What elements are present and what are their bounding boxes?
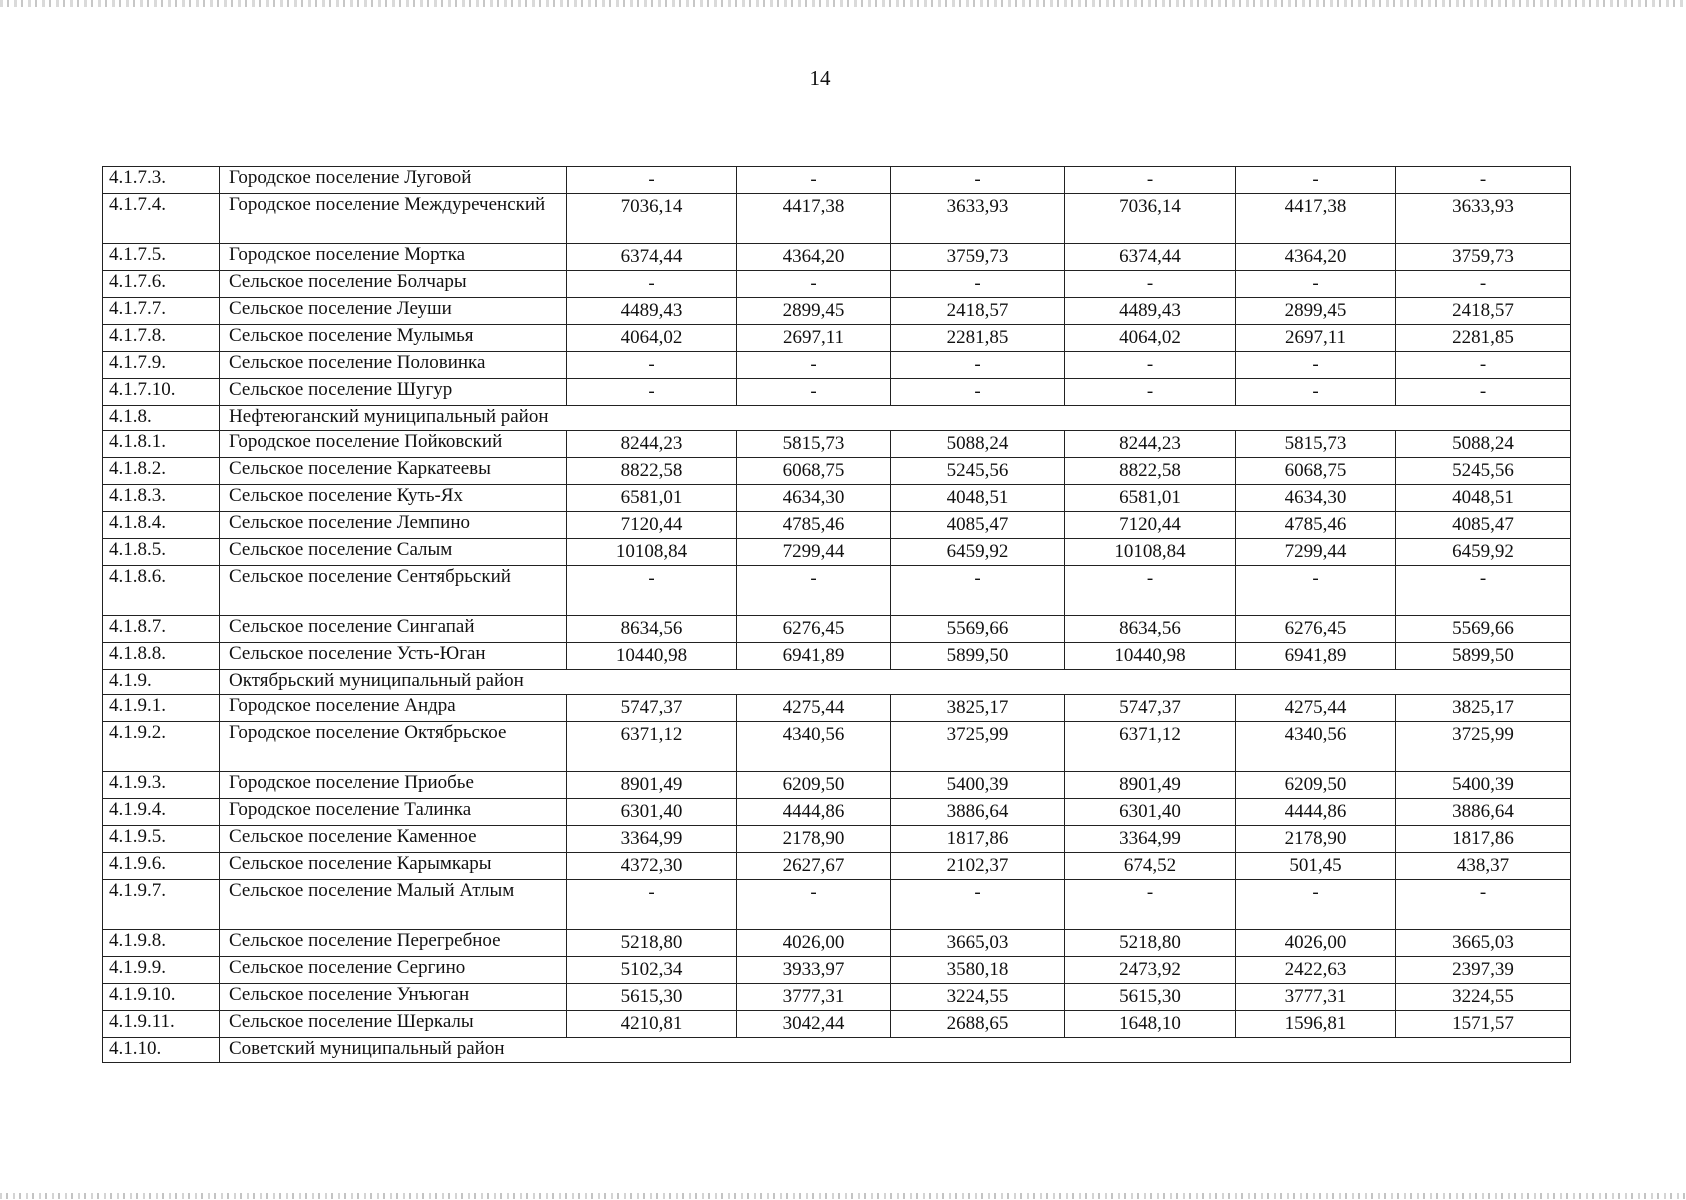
value-cell-1: 4210,81 <box>567 1011 737 1038</box>
value-cell-2: 4275,44 <box>737 695 891 722</box>
value-cell-4: 7120,44 <box>1065 512 1236 539</box>
value-cell-2: - <box>737 566 891 616</box>
row-code: 4.1.7.9. <box>103 352 220 379</box>
value-cell-6: 5899,50 <box>1396 643 1571 670</box>
value-cell-2: 6209,50 <box>737 772 891 799</box>
value-cell-6: 3633,93 <box>1396 194 1571 244</box>
value-cell-6: 3665,03 <box>1396 930 1571 957</box>
value-cell-6: 3224,55 <box>1396 984 1571 1011</box>
value-cell-4: 10440,98 <box>1065 643 1236 670</box>
settlement-name: Городское поселение Талинка <box>220 799 567 826</box>
value-cell-5: 4364,20 <box>1236 244 1396 271</box>
row-code: 4.1.8.3. <box>103 485 220 512</box>
table-row <box>103 271 1571 298</box>
value-cell-5: 501,45 <box>1236 853 1396 880</box>
table-row <box>103 485 1571 512</box>
value-cell-6: 3886,64 <box>1396 799 1571 826</box>
value-cell-6: - <box>1396 352 1571 379</box>
value-cell-4: 6371,12 <box>1065 722 1236 772</box>
value-cell-6: 4048,51 <box>1396 485 1571 512</box>
value-cell-6: 4085,47 <box>1396 512 1571 539</box>
value-cell-5: - <box>1236 566 1396 616</box>
table-row <box>103 352 1571 379</box>
row-code: 4.1.9.6. <box>103 853 220 880</box>
value-cell-2: 4026,00 <box>737 930 891 957</box>
row-code: 4.1.8.5. <box>103 539 220 566</box>
value-cell-5: 2697,11 <box>1236 325 1396 352</box>
value-cell-1: - <box>567 880 737 930</box>
value-cell-6: 5569,66 <box>1396 616 1571 643</box>
value-cell-4: 5615,30 <box>1065 984 1236 1011</box>
value-cell-4: - <box>1065 352 1236 379</box>
value-cell-4: - <box>1065 379 1236 406</box>
value-cell-2: - <box>737 379 891 406</box>
value-cell-4: 8634,56 <box>1065 616 1236 643</box>
settlement-name: Сельское поселение Мулымья <box>220 325 567 352</box>
section-row <box>103 670 1571 695</box>
scan-edge-bottom <box>0 1193 1686 1199</box>
value-cell-1: 8822,58 <box>567 458 737 485</box>
settlement-name: Сельское поселение Каркатеевы <box>220 458 567 485</box>
value-cell-1: 7036,14 <box>567 194 737 244</box>
value-cell-6: 3825,17 <box>1396 695 1571 722</box>
value-cell-2: 3777,31 <box>737 984 891 1011</box>
value-cell-3: 6459,92 <box>891 539 1065 566</box>
settlement-name: Сельское поселение Леуши <box>220 298 567 325</box>
value-cell-5: 6068,75 <box>1236 458 1396 485</box>
value-cell-3: 3580,18 <box>891 957 1065 984</box>
settlement-name: Сельское поселение Сингапай <box>220 616 567 643</box>
value-cell-5: 7299,44 <box>1236 539 1396 566</box>
value-cell-3: - <box>891 167 1065 194</box>
row-code: 4.1.8. <box>103 406 220 431</box>
table-row <box>103 957 1571 984</box>
value-cell-5: 1596,81 <box>1236 1011 1396 1038</box>
settlement-name: Городское поселение Пойковский <box>220 431 567 458</box>
settlement-name: Сельское поселение Половинка <box>220 352 567 379</box>
value-cell-3: - <box>891 352 1065 379</box>
value-cell-4: 5218,80 <box>1065 930 1236 957</box>
table-row <box>103 772 1571 799</box>
value-cell-6: 5245,56 <box>1396 458 1571 485</box>
table-row <box>103 244 1571 271</box>
row-code: 4.1.9.2. <box>103 722 220 772</box>
value-cell-1: - <box>567 167 737 194</box>
table-row <box>103 643 1571 670</box>
value-cell-1: 6581,01 <box>567 485 737 512</box>
value-cell-3: 5245,56 <box>891 458 1065 485</box>
value-cell-4: - <box>1065 566 1236 616</box>
value-cell-3: 5899,50 <box>891 643 1065 670</box>
settlement-name: Сельское поселение Сергино <box>220 957 567 984</box>
value-cell-2: - <box>737 271 891 298</box>
settlement-name: Городское поселение Октябрьское <box>220 722 567 772</box>
value-cell-6: - <box>1396 566 1571 616</box>
row-code: 4.1.9.11. <box>103 1011 220 1038</box>
value-cell-4: 4489,43 <box>1065 298 1236 325</box>
value-cell-6: - <box>1396 880 1571 930</box>
value-cell-6: - <box>1396 271 1571 298</box>
value-cell-2: 2697,11 <box>737 325 891 352</box>
table-row <box>103 194 1571 244</box>
table-row <box>103 984 1571 1011</box>
value-cell-2: - <box>737 167 891 194</box>
row-code: 4.1.8.2. <box>103 458 220 485</box>
row-code: 4.1.7.4. <box>103 194 220 244</box>
value-cell-5: 2178,90 <box>1236 826 1396 853</box>
value-cell-3: 5569,66 <box>891 616 1065 643</box>
value-cell-3: 3224,55 <box>891 984 1065 1011</box>
row-code: 4.1.8.6. <box>103 566 220 616</box>
value-cell-4: 674,52 <box>1065 853 1236 880</box>
value-cell-4: 7036,14 <box>1065 194 1236 244</box>
row-code: 4.1.7.10. <box>103 379 220 406</box>
row-code: 4.1.7.8. <box>103 325 220 352</box>
value-cell-4: 3364,99 <box>1065 826 1236 853</box>
row-code: 4.1.9.5. <box>103 826 220 853</box>
row-code: 4.1.8.1. <box>103 431 220 458</box>
table-row <box>103 566 1571 616</box>
table-row <box>103 799 1571 826</box>
value-cell-4: 1648,10 <box>1065 1011 1236 1038</box>
table-row <box>103 826 1571 853</box>
value-cell-2: 6068,75 <box>737 458 891 485</box>
value-cell-4: - <box>1065 271 1236 298</box>
value-cell-3: 2688,65 <box>891 1011 1065 1038</box>
value-cell-5: 2899,45 <box>1236 298 1396 325</box>
row-code: 4.1.9. <box>103 670 220 695</box>
table-row <box>103 298 1571 325</box>
value-cell-6: 2397,39 <box>1396 957 1571 984</box>
value-cell-3: 5088,24 <box>891 431 1065 458</box>
value-cell-6: 2418,57 <box>1396 298 1571 325</box>
value-cell-2: - <box>737 880 891 930</box>
value-cell-2: 2899,45 <box>737 298 891 325</box>
section-title: Советский муниципальный район <box>220 1038 1571 1063</box>
value-cell-3: - <box>891 880 1065 930</box>
value-cell-6: 3725,99 <box>1396 722 1571 772</box>
value-cell-1: 6374,44 <box>567 244 737 271</box>
value-cell-1: 4064,02 <box>567 325 737 352</box>
value-cell-1: - <box>567 352 737 379</box>
row-code: 4.1.7.5. <box>103 244 220 271</box>
value-cell-2: 4634,30 <box>737 485 891 512</box>
value-cell-4: 8244,23 <box>1065 431 1236 458</box>
settlement-name: Сельское поселение Каменное <box>220 826 567 853</box>
value-cell-5: 6941,89 <box>1236 643 1396 670</box>
value-cell-2: 4417,38 <box>737 194 891 244</box>
value-cell-1: 4372,30 <box>567 853 737 880</box>
value-cell-6: 2281,85 <box>1396 325 1571 352</box>
value-cell-4: - <box>1065 880 1236 930</box>
row-code: 4.1.9.3. <box>103 772 220 799</box>
row-code: 4.1.10. <box>103 1038 220 1063</box>
value-cell-4: 2473,92 <box>1065 957 1236 984</box>
value-cell-3: - <box>891 379 1065 406</box>
value-cell-2: 2627,67 <box>737 853 891 880</box>
table-row <box>103 880 1571 930</box>
value-cell-4: 8822,58 <box>1065 458 1236 485</box>
value-cell-3: 4085,47 <box>891 512 1065 539</box>
value-cell-2: 7299,44 <box>737 539 891 566</box>
table-body <box>103 167 1571 1063</box>
settlement-name: Сельское поселение Шеркалы <box>220 1011 567 1038</box>
value-cell-3: 3825,17 <box>891 695 1065 722</box>
value-cell-4: 6374,44 <box>1065 244 1236 271</box>
value-cell-1: 6371,12 <box>567 722 737 772</box>
row-code: 4.1.7.7. <box>103 298 220 325</box>
row-code: 4.1.8.7. <box>103 616 220 643</box>
value-cell-1: - <box>567 566 737 616</box>
value-cell-3: 3633,93 <box>891 194 1065 244</box>
table-row <box>103 512 1571 539</box>
value-cell-3: 3665,03 <box>891 930 1065 957</box>
table-row <box>103 458 1571 485</box>
value-cell-2: 4444,86 <box>737 799 891 826</box>
scan-edge-top <box>0 0 1686 7</box>
section-title: Октябрьский муниципальный район <box>220 670 1571 695</box>
row-code: 4.1.8.4. <box>103 512 220 539</box>
value-cell-2: 6941,89 <box>737 643 891 670</box>
value-cell-3: 3725,99 <box>891 722 1065 772</box>
data-table <box>102 166 1571 1063</box>
row-code: 4.1.9.1. <box>103 695 220 722</box>
value-cell-4: - <box>1065 167 1236 194</box>
value-cell-3: 5400,39 <box>891 772 1065 799</box>
section-row <box>103 406 1571 431</box>
value-cell-2: 6276,45 <box>737 616 891 643</box>
value-cell-1: 5747,37 <box>567 695 737 722</box>
value-cell-5: 4785,46 <box>1236 512 1396 539</box>
settlement-name: Сельское поселение Салым <box>220 539 567 566</box>
table-row <box>103 1011 1571 1038</box>
settlement-name: Городское поселение Мортка <box>220 244 567 271</box>
value-cell-1: 7120,44 <box>567 512 737 539</box>
value-cell-1: 6301,40 <box>567 799 737 826</box>
row-code: 4.1.9.8. <box>103 930 220 957</box>
value-cell-6: 1571,57 <box>1396 1011 1571 1038</box>
settlement-name: Сельское поселение Лемпино <box>220 512 567 539</box>
value-cell-3: 4048,51 <box>891 485 1065 512</box>
table-row <box>103 695 1571 722</box>
settlement-name: Городское поселение Луговой <box>220 167 567 194</box>
value-cell-2: 5815,73 <box>737 431 891 458</box>
value-cell-5: 4026,00 <box>1236 930 1396 957</box>
value-cell-3: 3886,64 <box>891 799 1065 826</box>
settlement-name: Сельское поселение Шугур <box>220 379 567 406</box>
value-cell-2: 3042,44 <box>737 1011 891 1038</box>
value-cell-5: 3777,31 <box>1236 984 1396 1011</box>
value-cell-5: 4340,56 <box>1236 722 1396 772</box>
value-cell-5: - <box>1236 271 1396 298</box>
table-row <box>103 539 1571 566</box>
settlement-name: Сельское поселение Малый Атлым <box>220 880 567 930</box>
value-cell-3: 1817,86 <box>891 826 1065 853</box>
value-cell-6: 6459,92 <box>1396 539 1571 566</box>
value-cell-2: - <box>737 352 891 379</box>
row-code: 4.1.7.3. <box>103 167 220 194</box>
value-cell-2: 4364,20 <box>737 244 891 271</box>
value-cell-3: 2418,57 <box>891 298 1065 325</box>
settlement-name: Городское поселение Андра <box>220 695 567 722</box>
value-cell-5: - <box>1236 352 1396 379</box>
value-cell-6: 3759,73 <box>1396 244 1571 271</box>
settlement-name: Сельское поселение Куть-Ях <box>220 485 567 512</box>
value-cell-4: 5747,37 <box>1065 695 1236 722</box>
settlement-name: Сельское поселение Сентябрьский <box>220 566 567 616</box>
settlement-name: Сельское поселение Усть-Юган <box>220 643 567 670</box>
value-cell-4: 8901,49 <box>1065 772 1236 799</box>
row-code: 4.1.9.9. <box>103 957 220 984</box>
value-cell-1: 5218,80 <box>567 930 737 957</box>
value-cell-2: 3933,97 <box>737 957 891 984</box>
settlement-name: Городское поселение Приобье <box>220 772 567 799</box>
table-row <box>103 431 1571 458</box>
value-cell-3: - <box>891 566 1065 616</box>
value-cell-2: 4785,46 <box>737 512 891 539</box>
value-cell-6: 5088,24 <box>1396 431 1571 458</box>
value-cell-5: 4634,30 <box>1236 485 1396 512</box>
value-cell-5: 2422,63 <box>1236 957 1396 984</box>
value-cell-1: 10108,84 <box>567 539 737 566</box>
value-cell-1: 5615,30 <box>567 984 737 1011</box>
table-row <box>103 325 1571 352</box>
row-code: 4.1.8.8. <box>103 643 220 670</box>
row-code: 4.1.9.4. <box>103 799 220 826</box>
table-row <box>103 722 1571 772</box>
value-cell-5: - <box>1236 880 1396 930</box>
value-cell-3: 2281,85 <box>891 325 1065 352</box>
value-cell-1: 8244,23 <box>567 431 737 458</box>
value-cell-5: - <box>1236 167 1396 194</box>
row-code: 4.1.7.6. <box>103 271 220 298</box>
row-code: 4.1.9.7. <box>103 880 220 930</box>
value-cell-5: 4444,86 <box>1236 799 1396 826</box>
value-cell-1: - <box>567 379 737 406</box>
value-cell-1: 8634,56 <box>567 616 737 643</box>
value-cell-3: 3759,73 <box>891 244 1065 271</box>
value-cell-5: 5815,73 <box>1236 431 1396 458</box>
value-cell-4: 6581,01 <box>1065 485 1236 512</box>
value-cell-6: - <box>1396 167 1571 194</box>
settlement-name: Сельское поселение Болчары <box>220 271 567 298</box>
value-cell-5: 4275,44 <box>1236 695 1396 722</box>
settlement-name: Сельское поселение Карымкары <box>220 853 567 880</box>
value-cell-1: 3364,99 <box>567 826 737 853</box>
table-row <box>103 167 1571 194</box>
value-cell-3: - <box>891 271 1065 298</box>
value-cell-4: 4064,02 <box>1065 325 1236 352</box>
settlement-name: Городское поселение Междуреченский <box>220 194 567 244</box>
value-cell-1: 10440,98 <box>567 643 737 670</box>
value-cell-1: - <box>567 271 737 298</box>
value-cell-5: - <box>1236 379 1396 406</box>
value-cell-5: 6276,45 <box>1236 616 1396 643</box>
section-title: Нефтеюганский муниципальный район <box>220 406 1571 431</box>
value-cell-6: 1817,86 <box>1396 826 1571 853</box>
section-row <box>103 1038 1571 1063</box>
value-cell-6: 5400,39 <box>1396 772 1571 799</box>
value-cell-3: 2102,37 <box>891 853 1065 880</box>
table-row <box>103 379 1571 406</box>
value-cell-1: 4489,43 <box>567 298 737 325</box>
table-row <box>103 616 1571 643</box>
value-cell-2: 2178,90 <box>737 826 891 853</box>
settlement-name: Сельское поселение Унъюган <box>220 984 567 1011</box>
value-cell-4: 6301,40 <box>1065 799 1236 826</box>
row-code: 4.1.9.10. <box>103 984 220 1011</box>
value-cell-4: 10108,84 <box>1065 539 1236 566</box>
value-cell-1: 8901,49 <box>567 772 737 799</box>
settlement-name: Сельское поселение Перегребное <box>220 930 567 957</box>
value-cell-6: 438,37 <box>1396 853 1571 880</box>
value-cell-6: - <box>1396 379 1571 406</box>
value-cell-2: 4340,56 <box>737 722 891 772</box>
value-cell-1: 5102,34 <box>567 957 737 984</box>
page-number: 14 <box>809 66 831 90</box>
value-cell-5: 4417,38 <box>1236 194 1396 244</box>
table-row <box>103 853 1571 880</box>
table-row <box>103 930 1571 957</box>
value-cell-5: 6209,50 <box>1236 772 1396 799</box>
